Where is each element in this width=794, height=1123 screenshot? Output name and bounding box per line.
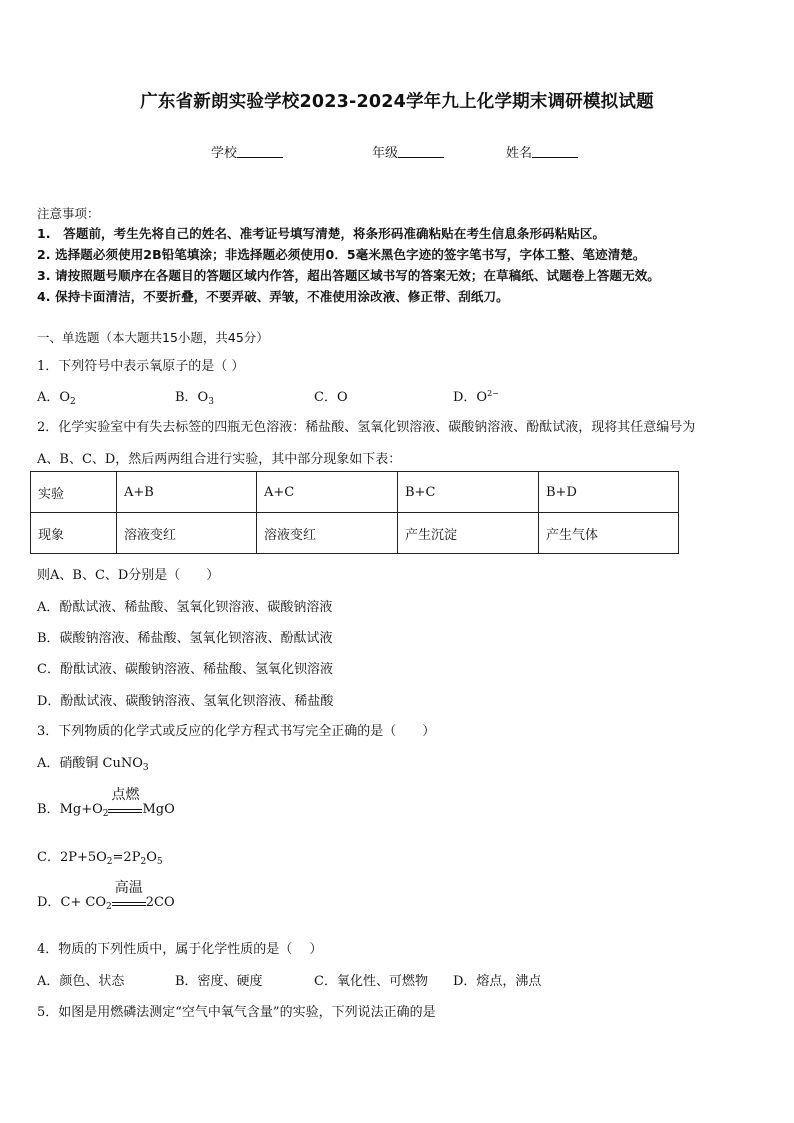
q1-stem: 1．下列符号中表示氧原子的是（ ） [37, 359, 245, 374]
q2-stem-line2: A、B、C、D，然后两两组合进行实验，其中部分现象如下表： [37, 452, 402, 467]
school-field [211, 142, 283, 161]
school-blank [237, 145, 283, 158]
q3-option-a: A．硝酸铜 CuNO$_3$ [37, 756, 149, 773]
name-field [506, 142, 578, 161]
table-cell: A+C [257, 472, 398, 513]
notice-item-3: 3. 请按照题号顺序在各题目的答题区域内作答，超出答题区域书写的答案无效；在草稿纸、试题卷上答题无效。 [37, 268, 660, 283]
q1-option-d: D．$O^{2-}$ [453, 389, 499, 405]
grade-field [372, 142, 444, 161]
section-heading: 一、单选题（本大题共15小题，共45分） [37, 330, 269, 345]
table-cell: 产生气体 [539, 513, 679, 554]
q1-option-a: A．$O_2$ [37, 390, 76, 407]
reaction-condition-arrow: 高温 [112, 895, 146, 906]
q3-option-d: D．$C+ CO_2$ 高温 2CO [37, 880, 175, 912]
table-cell: 溶液变红 [117, 513, 257, 554]
name-blank [532, 145, 578, 158]
table-cell: 溶液变红 [257, 513, 398, 554]
table-header-row [31, 472, 679, 513]
table-cell: 现象 [31, 513, 117, 554]
table-row [31, 513, 679, 554]
q4-option-a: A．颜色、状态 [37, 974, 125, 989]
q3-stem: 3．下列物质的化学式或反应的化学方程式书写完全正确的是（ ） [37, 724, 436, 739]
q2-option-a: A．酚酞试液、稀盐酸、氢氧化钡溶液、碳酸钠溶液 [37, 600, 333, 615]
grade-label: 年级 [372, 146, 399, 161]
q2-experiment-table [30, 471, 679, 554]
school-label: 学校 [211, 146, 238, 161]
notice-item-1: 1. 答题前，考生先将自己的姓名、准考证号填写清楚，将条形码准确粘贴在考生信息条形码粘贴区。 [37, 226, 606, 241]
reaction-condition-arrow: 点燃 [108, 802, 142, 813]
name-label: 姓名 [506, 146, 533, 161]
table-cell: B+D [539, 472, 679, 513]
exam-title: 广东省新朗实验学校2023-2024学年九上化学期末调研模拟试题 [140, 92, 654, 112]
q4-stem: 4．物质的下列性质中，属于化学性质的是（ ） [37, 942, 323, 957]
q5-stem: 5．如图是用燃磷法测定“空气中氧气含量”的实验，下列说法正确的是 [37, 1005, 436, 1020]
q2-option-d: D．酚酞试液、碳酸钠溶液、氢氧化钡溶液、稀盐酸 [37, 694, 334, 709]
q2-option-b: B．碳酸钠溶液、稀盐酸、氢氧化钡溶液、酚酞试液 [37, 631, 333, 646]
q4-option-c: C．氧化性、可燃物 [314, 974, 428, 989]
q3-option-c: C．$2P+5O_2=2P_2O_5$ [37, 850, 163, 867]
table-cell: 产生沉淀 [398, 513, 539, 554]
q1-option-b: B．$O_3$ [175, 390, 214, 407]
q2-stem-line1: 2．化学实验室中有失去标签的四瓶无色溶液：稀盐酸、氢氧化钡溶液、碳酸钠溶液、酚酞试液，现将其任意编号为 [37, 420, 696, 435]
q4-option-b: B．密度、硬度 [175, 974, 263, 989]
notice-heading: 注意事项： [37, 206, 100, 221]
table-cell: B+C [398, 472, 539, 513]
table-cell: 实验 [31, 472, 117, 513]
q1-option-c: C．O [314, 390, 348, 405]
q2-option-c: C．酚酞试液、碳酸钠溶液、稀盐酸、氢氧化钡溶液 [37, 662, 333, 677]
q2-ask: 则A、B、C、D分别是（ ） [37, 568, 220, 583]
notice-item-2: 2. 选择题必须使用2B铅笔填涂；非选择题必须使用0．5毫米黑色字迹的签字笔书写，字体工整、笔迹清楚。 [37, 247, 646, 262]
table-cell: A+B [117, 472, 257, 513]
q4-option-d: D．熔点，沸点 [453, 974, 542, 989]
grade-blank [398, 145, 444, 158]
q3-option-b: B．$Mg+O_2$ 点燃 MgO [37, 787, 175, 819]
notice-item-4: 4. 保持卡面清洁，不要折叠，不要弄破、弄皱，不准使用涂改液、修正带、刮纸刀。 [37, 289, 509, 304]
